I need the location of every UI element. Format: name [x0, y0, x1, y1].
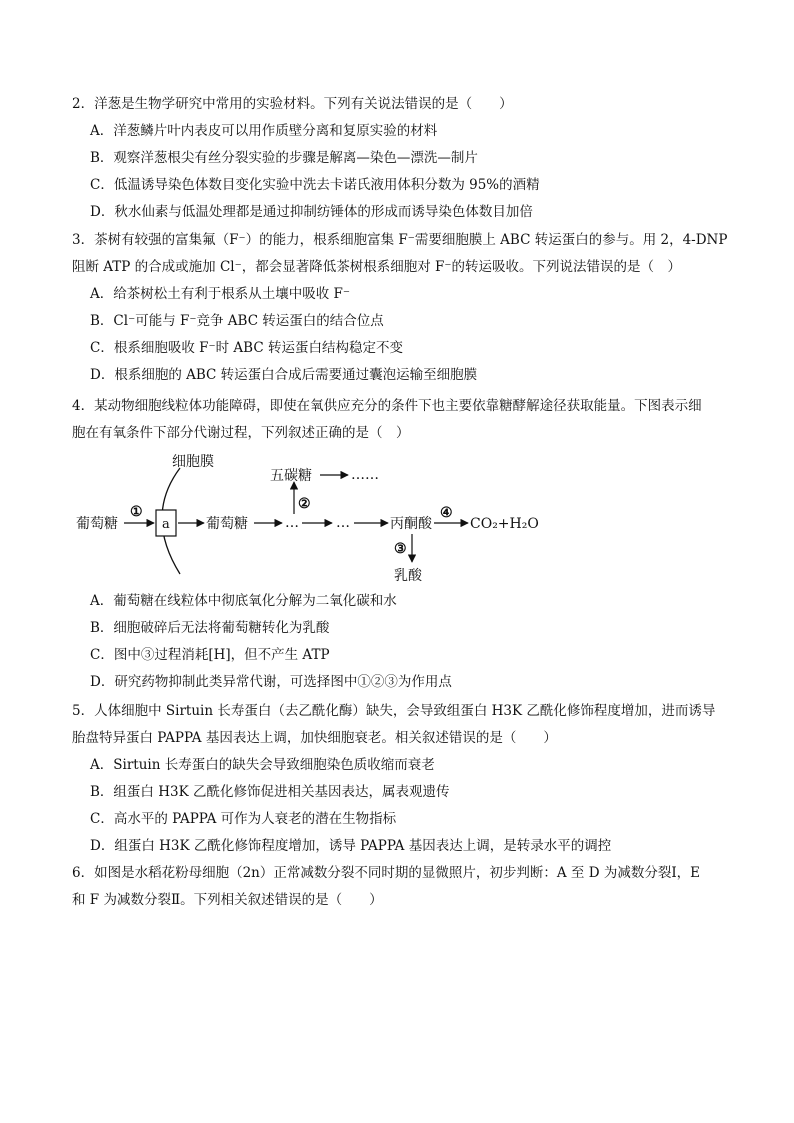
metabolism-diagram [72, 446, 632, 586]
question-2-option-a: A．洋葱鳞片叶内表皮可以用作质壁分离和复原实验的材料 [90, 123, 438, 139]
question-6 [72, 860, 732, 914]
glucose-inside-label: 葡萄糖 [206, 516, 248, 532]
question-3-stem-line-1: 3．茶树有较强的富集氟（F⁻）的能力，根系细胞富集 F⁻需要细胞膜上 ABC 转运蛋白的参与。用 2，4-DNP [72, 232, 728, 248]
step-3-marker: ③ [394, 541, 407, 557]
question-5-option-b: B．组蛋白 H3K 乙酰化修饰促进相关基因表达，属表观遗传 [90, 784, 450, 800]
question-4-option-d: D．研究药物抑制此类异常代谢，可选择图中①②③为作用点 [90, 674, 452, 690]
question-5-option-a: A．Sirtuin 长寿蛋白的缺失会导致细胞染色质收缩而衰老 [90, 757, 435, 773]
question-5-option-d: D．组蛋白 H3K 乙酰化修饰程度增加，诱导 PAPPA 基因表达上调，是转录水平的调控 [90, 838, 612, 854]
question-2-option-b: B．观察洋葱根尖有丝分裂实验的步骤是解离—染色—漂洗—制片 [90, 150, 478, 166]
question-4-stem-line-2: 胞在有氧条件下部分代谢过程，下列叙述正确的是（ ） [72, 425, 410, 441]
question-5-option-c: C．高水平的 PAPPA 可作为人衰老的潜在生物指标 [90, 811, 397, 827]
step-1-marker: ① [130, 504, 143, 520]
question-4-stem-line-1: 4．某动物细胞线粒体功能障碍，即使在氧供应充分的条件下也主要依靠糖酵解途径获取能量。下图表示细 [72, 398, 702, 414]
question-4-option-a: A．葡萄糖在线粒体中彻底氧化分解为二氧化碳和水 [90, 593, 397, 609]
question-4-options [72, 588, 732, 696]
product-label: CO₂+H₂O [470, 516, 539, 532]
question-2 [72, 91, 732, 226]
question-5 [72, 698, 732, 860]
dots-2: … [336, 515, 350, 531]
question-4-option-b: B．细胞破碎后无法将葡萄糖转化为乳酸 [90, 620, 330, 636]
glucose-outside-label: 葡萄糖 [76, 516, 118, 532]
carrier-a-label: a [162, 517, 170, 532]
question-6-stem-line-2: 和 F 为减数分裂Ⅱ。下列相关叙述错误的是（ ） [72, 892, 383, 908]
pentose-dots: …… [351, 467, 379, 483]
question-4-option-c: C．图中③过程消耗[H]，但不产生 ATP [90, 647, 330, 663]
question-3-option-a: A．给茶树松土有利于根系从土壤中吸收 F⁻ [90, 286, 351, 302]
step-2-marker: ② [298, 496, 311, 512]
question-2-option-c: C．低温诱导染色体数目变化实验中洗去卡诺氏液用体积分数为 95%的酒精 [90, 177, 540, 193]
step-4-marker: ④ [440, 505, 453, 521]
question-2-stem: 2．洋葱是生物学研究中常用的实验材料。下列有关说法错误的是（ ） [72, 96, 513, 112]
question-5-stem-line-1: 5．人体细胞中 Sirtuin 长寿蛋白（去乙酰化酶）缺失，会导致组蛋白 H3K 乙酰化修饰程度增加，进而诱导 [72, 703, 716, 719]
question-4 [72, 393, 732, 447]
question-6-stem-line-1: 6．如图是水稻花粉母细胞（2n）正常减数分裂不同时期的显微照片，初步判断：A 至 D 为减数分裂Ⅰ，E [72, 865, 701, 881]
question-3-option-b: B．Cl⁻可能与 F⁻竞争 ABC 转运蛋白的结合位点 [90, 313, 384, 329]
question-3-option-d: D．根系细胞的 ABC 转运蛋白合成后需要通过囊泡运输至细胞膜 [90, 367, 478, 383]
question-3-stem-line-2: 阻断 ATP 的合成或施加 Cl⁻，都会显著降低茶树根系细胞对 F⁻的转运吸收。下列说法错误的是（ ） [72, 259, 682, 275]
question-3-option-c: C．根系细胞吸收 F⁻时 ABC 转运蛋白结构稳定不变 [90, 340, 403, 356]
pyruvate-label: 丙酮酸 [390, 516, 432, 532]
lactate-label: 乳酸 [394, 568, 422, 584]
question-2-option-d: D．秋水仙素与低温处理都是通过抑制纺锤体的形成而诱导染色体数目加倍 [90, 204, 533, 220]
membrane-label: 细胞膜 [172, 454, 214, 470]
pentose-label: 五碳糖 [270, 468, 312, 484]
dots-1: … [285, 515, 299, 531]
question-3 [72, 227, 732, 389]
question-5-stem-line-2: 胎盘特异蛋白 PAPPA 基因表达上调，加快细胞衰老。相关叙述错误的是（ ） [72, 730, 557, 746]
